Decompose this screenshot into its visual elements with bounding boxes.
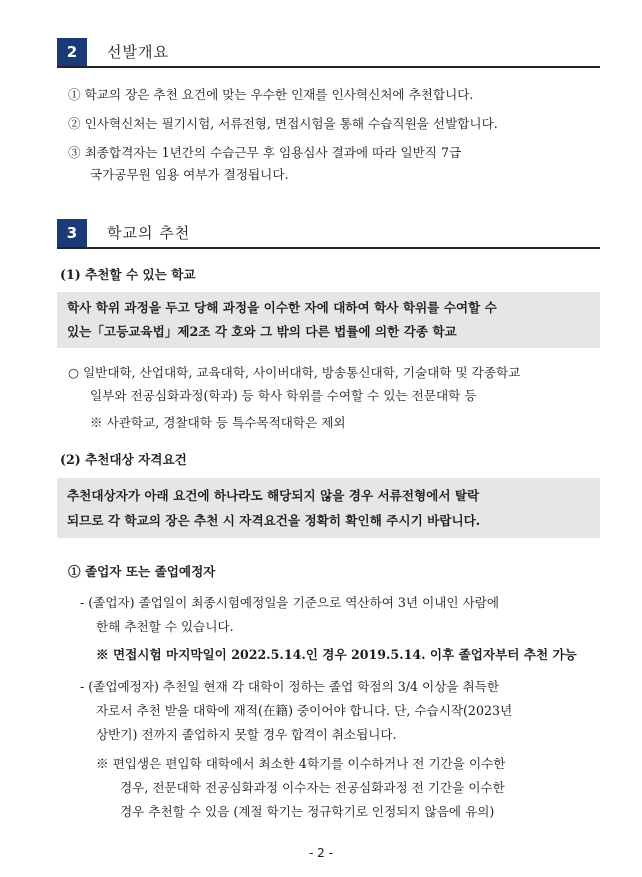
sub2-heading: (2) 추천대상 자격요건 [60,452,187,467]
transfer-note-line-1: ※ 편입생은 편입학 대학에서 최소한 4학기를 이수하거나 전 기간을 이수한 [96,756,506,771]
graduate-line-2: 한해 추천할 수 있습니다. [96,619,234,634]
transfer-note-line-2: 경우, 전문대학 전공심화과정 이수자는 전공심화과정 전 기간을 이수한 [120,780,505,795]
expected-line-2: 자로서 추천 받을 대학에 재적(在籍) 중이어야 합니다. 단, 수습시작(2023년 [96,703,513,718]
sub1-note: ※ 사관학교, 경찰대학 등 특수목적대학은 제외 [90,415,346,430]
sub1-box [57,292,600,348]
expected-line-1: - (졸업예정자) 추천일 현재 각 대학이 정하는 졸업 학점의 3/4 이상을 취득한 [80,679,500,694]
sub1-box-line-1: 학사 학위 과정을 두고 당해 과정을 이수한 자에 대하여 학사 학위를 수여할 수 [67,300,497,315]
section-2-header [57,38,600,68]
section-2-item-3: ③ 최종합격자는 1년간의 수습근무 후 임용심사 결과에 따라 일반직 7급 [68,145,462,160]
section-2-title: 선발개요 [107,43,169,61]
sub2-box-line-2: 되므로 각 학교의 장은 추천 시 자격요건을 정확히 확인해 주시기 바랍니다. [67,513,481,528]
sub2-box-line-1: 추천대상자가 아래 요건에 하나라도 해당되지 않을 경우 서류전형에서 탈락 [67,488,480,503]
graduate-line-1: - (졸업자) 졸업일이 최종시험예정일을 기준으로 역산하여 3년 이내인 사람에 [80,595,500,610]
page-number: - 2 - [309,846,333,860]
sub1-bullet-line-1: ○ 일반대학, 산업대학, 교육대학, 사이버대학, 방송통신대학, 기술대학 및 각종학교 [68,365,521,380]
section-3-number: 3 [57,219,87,247]
sub1-heading: (1) 추천할 수 있는 학교 [60,267,196,282]
item1-heading: ① 졸업자 또는 졸업예정자 [68,564,216,579]
section-2-number: 2 [57,38,87,66]
section-2-item-1: ① 학교의 장은 추천 요건에 맞는 우수한 인재를 인사혁신처에 추천합니다. [68,87,474,102]
section-2-item-3-cont: 국가공무원 임용 여부가 결정됩니다. [90,167,289,182]
sub1-bullet-line-2: 일부와 전공심화과정(학과) 등 학사 학위를 수여할 수 있는 전문대학 등 [90,388,477,403]
transfer-note-line-3: 경우 추천할 수 있음 (계절 학기는 정규학기로 인정되지 않음에 유의) [120,804,495,819]
sub1-box-line-2: 있는「고등교육법」제2조 각 호와 그 밖의 다른 법률에 의한 각종 학교 [67,324,457,339]
section-3-header [57,219,600,249]
section-3-title: 학교의 추천 [107,224,191,242]
section-2-item-2: ② 인사혁신처는 필기시험, 서류전형, 면접시험을 통해 수습직원을 선발합니다. [68,116,498,131]
expected-line-3: 상반기) 전까지 졸업하지 못할 경우 합격이 취소됩니다. [96,727,397,742]
sub2-box [57,478,600,538]
graduate-note: ※ 면접시험 마지막일이 2022.5.14.인 경우 2019.5.14. 이후 졸업자부터 추천 가능 [96,647,577,662]
